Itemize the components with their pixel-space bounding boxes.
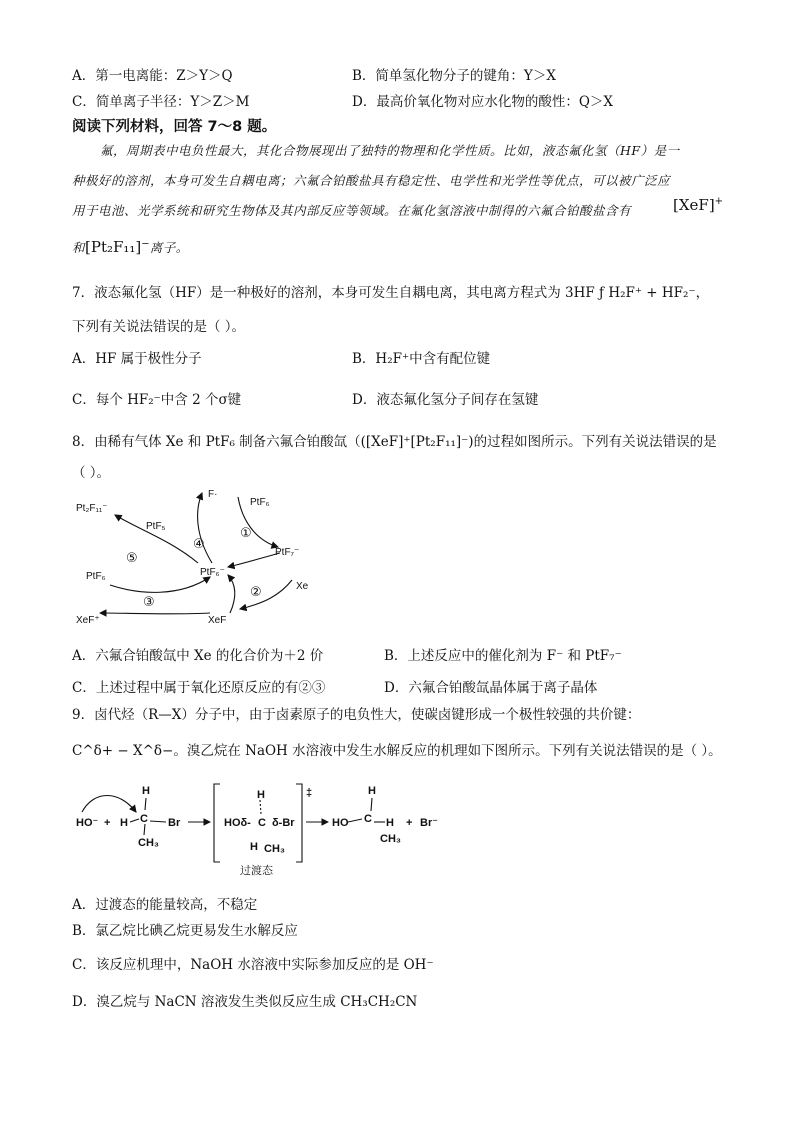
q9-option-d: D．溴乙烷与 NaCN 溶液发生类似反应生成 CH₃CH₂CN [72, 994, 418, 1010]
label-xef: XeF [208, 615, 227, 626]
mech-dagger: ‡ [306, 787, 313, 799]
q9-option-a: A．过渡态的能量较高，不稳定 [72, 897, 258, 913]
q7-stem-line-1: 7．液态氟化氢（HF）是一种极好的溶剂，本身可发生自耦电离，其电离方程式为 3HF ƒ H₂F⁺ + HF₂⁻， [72, 285, 710, 301]
material-line-1: 氟，周期表中电负性最大，其化合物展现出了独特的物理和化学性质。比如，液态氟化氢（HF）是一 [100, 143, 680, 158]
arrow-ptf7-to-ptf6 [228, 553, 280, 567]
q8-stem-line-1: 8．由稀有气体 Xe 和 PtF₆ 制备六氟合铂酸氙（([XeF]⁺[Pt₂F₁₁]⁻)的过程如图所示。下列有关说法错误的是 [72, 434, 717, 450]
mech-h-top: H [142, 785, 150, 797]
label-ptf6-minus: PtF₆⁻ [200, 567, 225, 578]
material-xef-ion [673, 196, 723, 214]
mech-ch3-ts: CH₃ [264, 843, 285, 855]
mech-h-product-right: H [386, 817, 394, 829]
label-ptf7: PtF₇⁻ [275, 547, 300, 558]
label-xe: Xe [296, 581, 309, 592]
q7-option-c: C．每个 HF₂⁻中含 2 个σ键 [72, 392, 242, 408]
arrow-ptf6-regenerate [228, 575, 235, 613]
mech-h-ts-bottom: H [250, 841, 258, 853]
q6-option-c: C．简单离子半径：Y＞Z＞M [72, 94, 250, 110]
step-3-marker: ③ [143, 594, 155, 609]
step-4-marker: ④ [193, 536, 205, 551]
mech-ch3: CH₃ [138, 837, 159, 849]
label-xef-plus: XeF⁺ [76, 615, 100, 626]
label-f-radical: F· [208, 489, 218, 500]
q9-stem-line-1: 9．卤代烃（R—X）分子中，由于卤素原子的电负性大，使碳卤键形成一个极性较强的共价键： [72, 707, 641, 723]
step-2-marker: ② [250, 584, 262, 599]
mech-br-minus: Br⁻ [420, 817, 439, 829]
mech-c-product: C [364, 813, 372, 825]
mech-br-ts: δ-Br [272, 817, 295, 829]
q8-option-b: B．上述反应中的催化剂为 F⁻ 和 PtF₇⁻ [384, 648, 622, 664]
mech-plus-2: + [406, 817, 413, 829]
label-ptf5: PtF₅ [146, 521, 166, 532]
step-5-marker: ⑤ [126, 550, 138, 565]
mech-curved-arrow [82, 796, 136, 813]
arrow-step-2 [240, 580, 292, 609]
label-ptf6-left: PtF₆ [86, 571, 106, 582]
arrow-step-3 [110, 577, 210, 592]
q7-stem-line-2: 下列有关说法错误的是（ ）。 [72, 319, 246, 335]
q9-option-c: C．该反应机理中，NaOH 水溶液中实际参加反应的是 OH⁻ [72, 957, 434, 973]
line4-suffix: 离子。 [149, 240, 189, 255]
mech-bracket-right [296, 784, 302, 862]
label-pt2f11: Pt₂F₁₁⁻ [76, 503, 108, 514]
mech-ts-label: 过渡态 [240, 865, 273, 877]
mech-c1: C [140, 813, 148, 825]
q8-option-d: D．六氟合铂酸氙晶体属于离子晶体 [384, 680, 598, 696]
q6-option-a: A．第一电离能：Z＞Y＞Q [72, 68, 233, 84]
sn2-mechanism-diagram [74, 772, 454, 880]
mech-ho-ts: HOδ- [224, 817, 251, 829]
pt2f11-ion-text: [Pt₂F₁₁] [85, 238, 142, 256]
q7-option-b: B．H₂F⁺中含有配位键 [352, 351, 491, 367]
material-line-4 [72, 238, 189, 256]
mech-ho-product: HO [332, 817, 349, 829]
step-1-marker: ① [240, 525, 252, 540]
reading-heading: 阅读下列材料，回答 7～8 题。 [72, 119, 277, 135]
q8-option-c: C．上述过程中属于氧化还原反应的有②③ [72, 680, 326, 696]
q6-option-d: D．最高价氧化物对应水化物的酸性：Q＞X [352, 94, 614, 110]
reaction-cycle-diagram [70, 485, 330, 630]
q9-option-b: B．氯乙烷比碘乙烷更易发生水解反应 [72, 923, 298, 939]
arrow-step-4 [198, 493, 212, 563]
mech-plus-1: + [104, 817, 111, 829]
material-line-2: 种极好的溶剂，本身可发生自耦电离；六氟合铂酸盐具有稳定性、电学性和光学性等优点，可以被广泛应 [72, 173, 671, 188]
mech-c-ts: C [258, 817, 266, 829]
mech-bracket-left [214, 784, 220, 862]
q8-stem-line-2: （ ）。 [72, 465, 111, 481]
mech-br: Br [168, 817, 181, 829]
q6-option-b: B．简单氢化物分子的键角：Y＞X [352, 68, 556, 84]
arrow-xef-plus [100, 613, 210, 614]
mech-h-ts-top: H [257, 789, 265, 801]
pt2f11-ion-charge: − [141, 238, 150, 250]
q9-stem-line-2: C^δ+ − X^δ−。溴乙烷在 NaOH 水溶液中发生水解反应的机理如下图所示。下列有关说法错误的是（ ）。 [72, 743, 722, 759]
mech-h-left: H [120, 817, 128, 829]
mech-ho-minus: HO⁻ [76, 817, 99, 829]
xef-ion-charge: + [714, 196, 724, 207]
q7-option-a: A．HF 属于极性分子 [72, 351, 202, 367]
q7-option-d: D．液态氟化氢分子间存在氢键 [352, 392, 539, 408]
label-ptf6-top: PtF₆ [250, 497, 270, 508]
mech-ch3-product: CH₃ [380, 833, 401, 845]
material-line-3: 用于电池、光学系统和研究生物体及其内部反应等领域。在氟化氢溶液中制得的六氟合铂酸盐含有 [72, 203, 632, 218]
mech-h-product-top: H [368, 785, 376, 797]
xef-ion-text: [XeF] [673, 196, 715, 214]
q8-option-a: A．六氟合铂酸氙中 Xe 的化合价为＋2 价 [72, 648, 324, 664]
line4-prefix: 和 [72, 240, 86, 255]
